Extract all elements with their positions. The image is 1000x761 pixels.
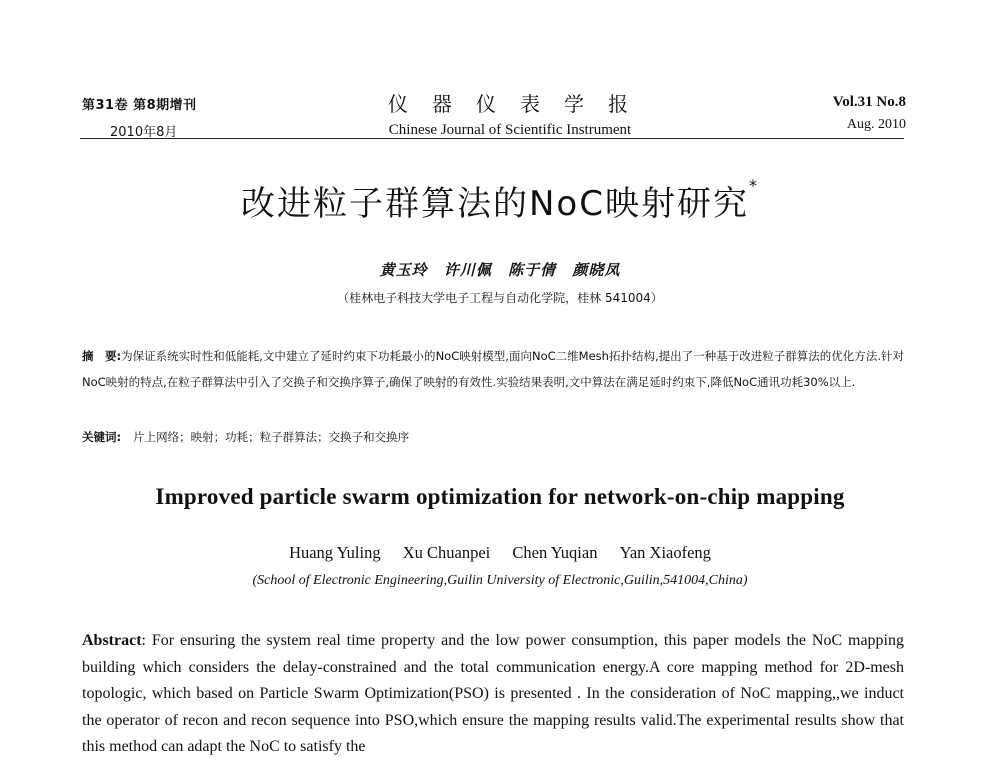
abstract-cn-text: 为保证系统实时性和低能耗,文中建立了延时约束下功耗最小的NoC映射模型,面向NoC二维Mesh拓扑结构,提出了一种基于改进粒子群算法的优化方法.针对NoC映射的特点,在粒子群算法中引入了交换子和交换序算子,确保了映射的有效性.实验结果表明,文中算法在满足延时约束下,降低NoC通讯功耗30%以上. (82, 349, 904, 389)
author-en: Xu Chuanpei (402, 543, 491, 562)
authors-en (0, 543, 1000, 563)
affiliation-en: (School of Electronic Engineering,Guilin University of Electronic,Guilin,541004,China) (252, 573, 748, 588)
keywords-cn (82, 429, 904, 445)
abstract-cn-label: 摘 要: (82, 349, 122, 363)
paper-title-cn (0, 176, 1000, 225)
authors-cn: 黄玉玲 许川佩 陈于倩 颜晓凤 (379, 261, 621, 279)
abstract-en (82, 628, 904, 761)
header-date-en: Aug. 2010 (846, 117, 906, 132)
journal-name-en: Chinese Journal of Scientific Instrument (388, 122, 632, 138)
header-volume-en: Vol.31 No.8 (832, 94, 906, 110)
header-date-cn: 2010年8月 (110, 125, 178, 140)
journal-name-cn: 仪器仪表学报 (388, 92, 652, 116)
author-en: Chen Yuqian (512, 543, 598, 562)
affiliation-cn: （桂林电子科技大学电子工程与自动化学院，桂林 541004） (337, 291, 663, 305)
author-en: Huang Yuling (289, 543, 381, 562)
header-volume-cn: 第31卷 第8期增刊 (82, 98, 197, 113)
author-en: Yan Xiaofeng (619, 543, 711, 562)
paper-title-en: Improved particle swarm optimization for network-on-chip mapping (155, 484, 845, 509)
paper-title-cn-text: 改进粒子群算法的NoC映射研究 (241, 184, 749, 224)
abstract-en-label: Abstract (82, 632, 142, 649)
abstract-en-text: : For ensuring the system real time property and the low power consumption, this paper models the NoC mapping building which considers the delay-constrained and the total communication energy.A core mapping method for 2D-mesh topologic, which based on Particle Swarm Optimization(PSO) is presented . In the consideration of NoC mapping,,we induct the operator of recon and recon sequence into PSO,which ensure the mapping results valid.The experimental results show that this method can adapt the NoC to satisfy the (82, 632, 904, 755)
header-journal (300, 88, 720, 139)
title-footnote-mark: * (748, 176, 759, 195)
header-rule (80, 138, 904, 139)
keywords-cn-text: 片上网络；映射；功耗；粒子群算法；交换子和交换序 (133, 430, 410, 444)
header-volume-info (833, 94, 906, 133)
header-issue-info (82, 94, 282, 140)
abstract-cn (82, 343, 904, 395)
keywords-cn-label: 关键词: (82, 430, 122, 444)
